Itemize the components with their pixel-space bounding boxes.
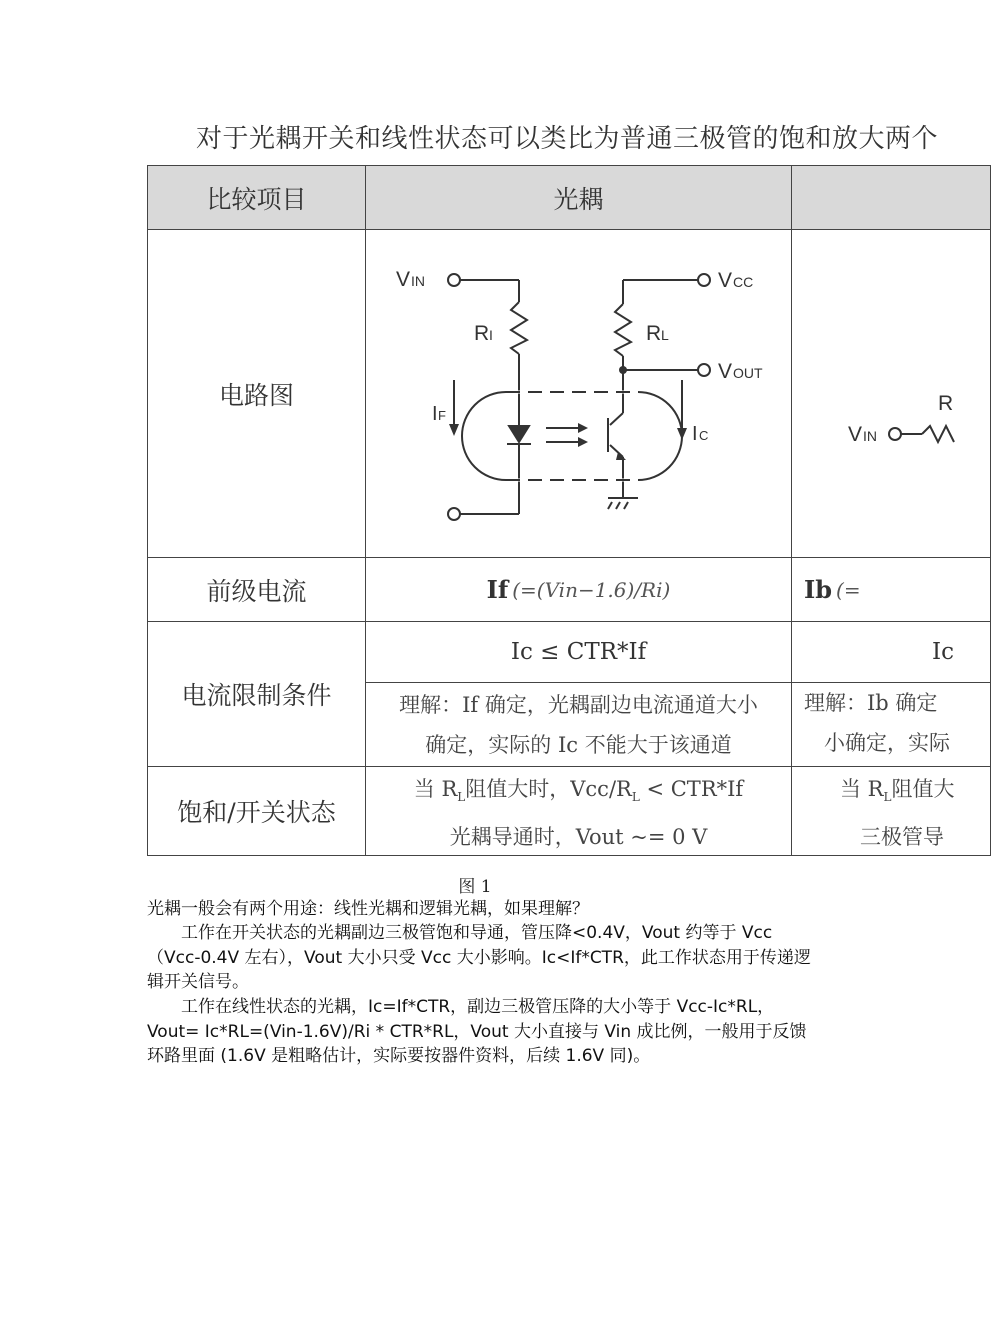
- svg-text:V: V: [718, 269, 733, 292]
- if-symbol: If: [486, 575, 509, 604]
- svg-text:CC: CC: [733, 274, 754, 290]
- svg-text:R: R: [938, 392, 954, 415]
- sat-sub-b: L: [631, 790, 640, 805]
- row-label-circuit: 电路图: [147, 229, 366, 558]
- intro-text: 对于光耦开关和线性状态可以类比为普通三极管的饱和放大两个: [196, 124, 939, 154]
- svg-text:I: I: [489, 327, 493, 343]
- optocoupler-circuit-diagram: [366, 230, 791, 557]
- if-formula: (=(Vin−1.6)/Ri): [512, 577, 671, 602]
- optocoupler-limit-note-line1: 理解：If 确定，光耦副边电流通道大小: [399, 692, 758, 717]
- svg-text:F: F: [438, 408, 446, 423]
- svg-text:R: R: [646, 322, 662, 345]
- t-sat-sub: L: [883, 790, 892, 805]
- ib-symbol: Ib: [804, 575, 833, 604]
- optocoupler-limit-note-line2: 确定，实际的 Ic 不能大于该通道: [425, 732, 732, 757]
- paragraph-3: 工作在线性状态的光耦，Ic=If*CTR，副边三极管压降的大小等于 Vcc-Ic*RL，Vout= Ic*RL=(Vin-1.6V)/Ri * CTR*RL，Vout 大小直接与 Vin 成比例，一般用于反馈环路里面 (1.6V 是粗略估计，实际要按器件资料，后续 1.6V 同)。: [147, 997, 807, 1066]
- svg-text:V: V: [848, 423, 863, 446]
- transistor-circuit-diagram: [792, 230, 990, 557]
- svg-text:IN: IN: [863, 428, 877, 444]
- transistor-pre-current: [791, 557, 991, 622]
- optocoupler-saturation: [365, 766, 792, 856]
- svg-text:I: I: [432, 403, 438, 425]
- svg-text:OUT: OUT: [733, 365, 763, 381]
- svg-text:V: V: [396, 268, 411, 291]
- paragraph-1: 光耦一般会有两个用途：线性光耦和逻辑光耦，如果理解？: [147, 899, 589, 919]
- t-sat-text-b: 阻值大: [891, 777, 955, 801]
- transistor-limit-note-line2: 小确定，实际: [824, 731, 950, 755]
- row-label-limit: 电流限制条件: [147, 621, 366, 767]
- transistor-limit-note: [791, 682, 991, 767]
- sat-text-a: 当 R: [413, 777, 458, 801]
- optocoupler-limit-note: [365, 682, 792, 767]
- header-transistor: [791, 165, 991, 230]
- t-sat-text-a: 当 R: [840, 777, 884, 801]
- transistor-limit-formula: Ic: [791, 621, 991, 683]
- row-label-pre-current: 前级电流: [147, 557, 366, 622]
- optocoupler-saturation-line1: [414, 769, 743, 817]
- svg-text:IN: IN: [411, 273, 425, 289]
- sat-text-b: 阻值大时，Vcc/R: [465, 777, 632, 801]
- optocoupler-saturation-line2: 光耦导通时，Vout ~= 0 V: [449, 825, 708, 850]
- transistor-saturation-line2: 三极管导: [860, 825, 944, 850]
- optocoupler-circuit-cell: [365, 229, 792, 558]
- svg-text:L: L: [661, 327, 669, 343]
- ib-formula: (=: [836, 577, 861, 602]
- transistor-saturation-line1: [840, 769, 954, 817]
- header-optocoupler: 光耦: [365, 165, 792, 230]
- figure-caption: 图 1: [458, 877, 492, 897]
- transistor-saturation: [791, 766, 991, 856]
- svg-text:I: I: [692, 423, 698, 445]
- sat-sub-a: L: [457, 790, 466, 805]
- optocoupler-limit-formula: Ic ≤ CTR*If: [365, 621, 792, 683]
- optocoupler-pre-current: [365, 557, 792, 622]
- svg-text:V: V: [718, 360, 733, 383]
- comparison-table: [147, 165, 955, 851]
- header-item: 比较项目: [147, 165, 366, 230]
- row-label-saturation: 饱和/开关状态: [147, 766, 366, 856]
- svg-text:R: R: [474, 322, 490, 345]
- sat-text-c: < CTR*If: [639, 777, 744, 801]
- transistor-limit-note-line1: 理解：Ib 确定: [804, 691, 938, 715]
- transistor-circuit-cell: [791, 229, 991, 558]
- svg-text:C: C: [699, 428, 709, 443]
- paragraph-2: 工作在开关状态的光耦副边三极管饱和导通，管压降<0.4V，Vout 约等于 Vcc（Vcc-0.4V 左右），Vout 大小只受 Vcc 大小影响。Ic<If*CTR，此工作状态用于传递逻辑开关信号。: [147, 923, 811, 992]
